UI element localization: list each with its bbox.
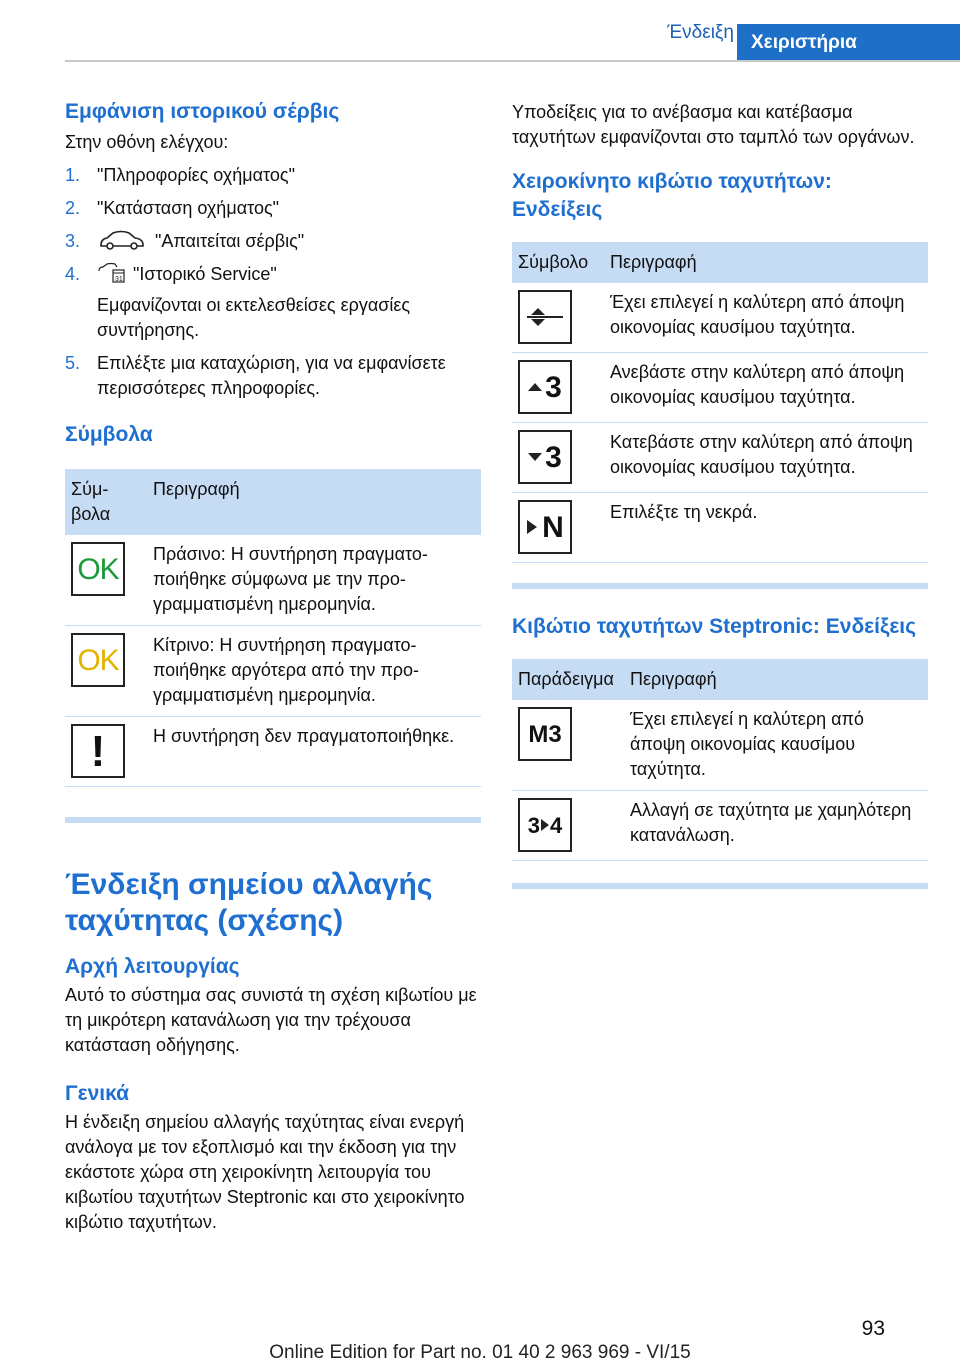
- table-header-row: [65, 469, 481, 535]
- col-symbol-header: Σύμ-βολα: [65, 469, 147, 535]
- table-row: OK Κίτρινο: Η συντήρηση πραγματοποιήθηκε αργότερα από την προγραμματισμένη ημερομηνία.: [65, 626, 481, 717]
- principle-title: Αρχή λειτουργίας: [65, 955, 240, 978]
- shift-3-to-4-symbol: 3 4: [518, 798, 572, 852]
- car-service-icon: [97, 229, 147, 251]
- table-row: 3 Κατεβάστε στην καλύτερη από άποψη οικονομίας καυσίμου ταχύτητα.: [512, 423, 928, 493]
- table-row: N Επιλέξτε τη νεκρά.: [512, 493, 928, 563]
- col-description-header: Περιγραφή: [624, 659, 928, 700]
- manual-gearbox-table: [512, 242, 928, 563]
- edition-footer: Online Edition for Part no. 01 40 2 963 969 - VI/15: [269, 1342, 691, 1363]
- list-item: 2. "Κατάσταση οχήματος": [65, 198, 280, 218]
- shift-up-3-icon: 3: [518, 360, 572, 414]
- symbols-title: Σύμβολα: [65, 423, 153, 446]
- col-description-header: Περιγραφή: [147, 469, 481, 535]
- table-row: OK Πράσινο: Η συντήρηση πραγματοποιήθηκε σύμφωνα με την προγραμματισμένη ημερομηνία.: [65, 535, 481, 626]
- neutral-N-icon: N: [518, 500, 572, 554]
- table-row: 3 Ανεβάστε στην καλύτερη από άποψη οικονομίας καυσίμου ταχύτητα.: [512, 353, 928, 423]
- shift-down-3-icon: 3: [518, 430, 572, 484]
- left-column: [65, 100, 481, 1235]
- list-item: 1. "Πληροφορίες οχήματος": [65, 165, 295, 185]
- col-description-header: Περιγραφή: [604, 242, 928, 283]
- ok-green-symbol: OK: [71, 542, 125, 596]
- tab-section[interactable]: Ένδειξη: [667, 22, 734, 43]
- symbols-table: [65, 469, 481, 787]
- list-item: 4. 31 "Ιστορικό Service" Εμφανίζονται οι εκτελεσθείσες εργασίες συντήρησης.: [65, 264, 411, 340]
- header-rule: [65, 60, 960, 62]
- page-header: [0, 0, 960, 62]
- col-symbol-header: Σύμβολο: [512, 242, 604, 283]
- table-end-rule: [512, 883, 928, 889]
- table-row: ! Η συντήρηση δεν πραγματοποιήθηκε.: [65, 717, 481, 787]
- table-end-rule: [512, 583, 928, 589]
- svg-text:31: 31: [115, 276, 123, 283]
- steptronic-title: Κιβώτιο ταχυτήτων Steptronic: Ενδείξεις: [512, 615, 917, 638]
- table-end-rule: [65, 817, 481, 823]
- general-title: Γενικά: [65, 1082, 130, 1105]
- tab-active[interactable]: Χειριστήρια: [737, 24, 960, 62]
- manual-gearbox-title: Χειροκίνητο κιβώτιο ταχυτήτων: Ενδείξεις: [512, 170, 832, 221]
- col-symbol-header: Παράδειγμα: [512, 659, 624, 700]
- list-item: 3. "Απαιτείται σέρβις": [65, 231, 305, 251]
- table-header-row: [512, 242, 928, 283]
- list-item: 5. Επιλέξτε μια καταχώριση, για να εμφανίσετε περισσότερες πληροφορίες.: [65, 353, 446, 398]
- m3-symbol: M3: [518, 707, 572, 761]
- general-text: Η ένδειξη σημείου αλλαγής ταχύτητας είναι ενεργή ανάλογα με τον εξοπλισμό και την έκδοση για την εκάστοτε χώρα στη χειροκίνητη λειτουργία του κιβωτίου ταχυτήτων Steptronic και στο χειροκίνητο κιβώτιο ταχυτήτων.: [65, 1112, 465, 1232]
- up-down-arrows-icon: [518, 290, 572, 344]
- table-row: M3 Έχει επιλεγεί η καλύτερη από άποψη οικονομίας καυσίμου ταχύτητα.: [512, 700, 928, 791]
- right-intro: Υποδείξεις για το ανέβασμα και κατέβασμα ταχυτήτων εμφανίζονται στο ταμπλό των οργάνων.: [512, 102, 915, 147]
- arrow-right-icon: [540, 819, 550, 831]
- table-header-row: [512, 659, 928, 700]
- page-number: 93: [861, 1317, 885, 1340]
- table-row: Έχει επιλεγεί η καλύτερη από άποψη οικονομίας καυσίμου ταχύτητα.: [512, 283, 928, 353]
- shift-point-title: Ένδειξη σημείου αλλαγής ταχύτητας (σχέσης): [65, 868, 433, 937]
- service-history-title: Εμφάνιση ιστορικού σέρβις: [65, 100, 340, 123]
- right-column: [512, 100, 928, 889]
- ok-yellow-symbol: OK: [71, 633, 125, 687]
- service-history-steps: [65, 163, 481, 401]
- service-history-calendar-icon: [97, 262, 127, 284]
- exclamation-symbol: !: [71, 724, 125, 778]
- steptronic-table: [512, 659, 928, 861]
- service-history-intro: Στην οθόνη ελέγχου:: [65, 132, 229, 152]
- principle-text: Αυτό το σύστημα σας συνιστά τη σχέση κιβωτίου με τη μικρότερη κατανάλωση για την τρέχουσα κατάσταση οδήγησης.: [65, 985, 477, 1055]
- table-row: 3 4 Αλλαγή σε ταχύτητα με χαμηλότερη κατανάλωση.: [512, 791, 928, 861]
